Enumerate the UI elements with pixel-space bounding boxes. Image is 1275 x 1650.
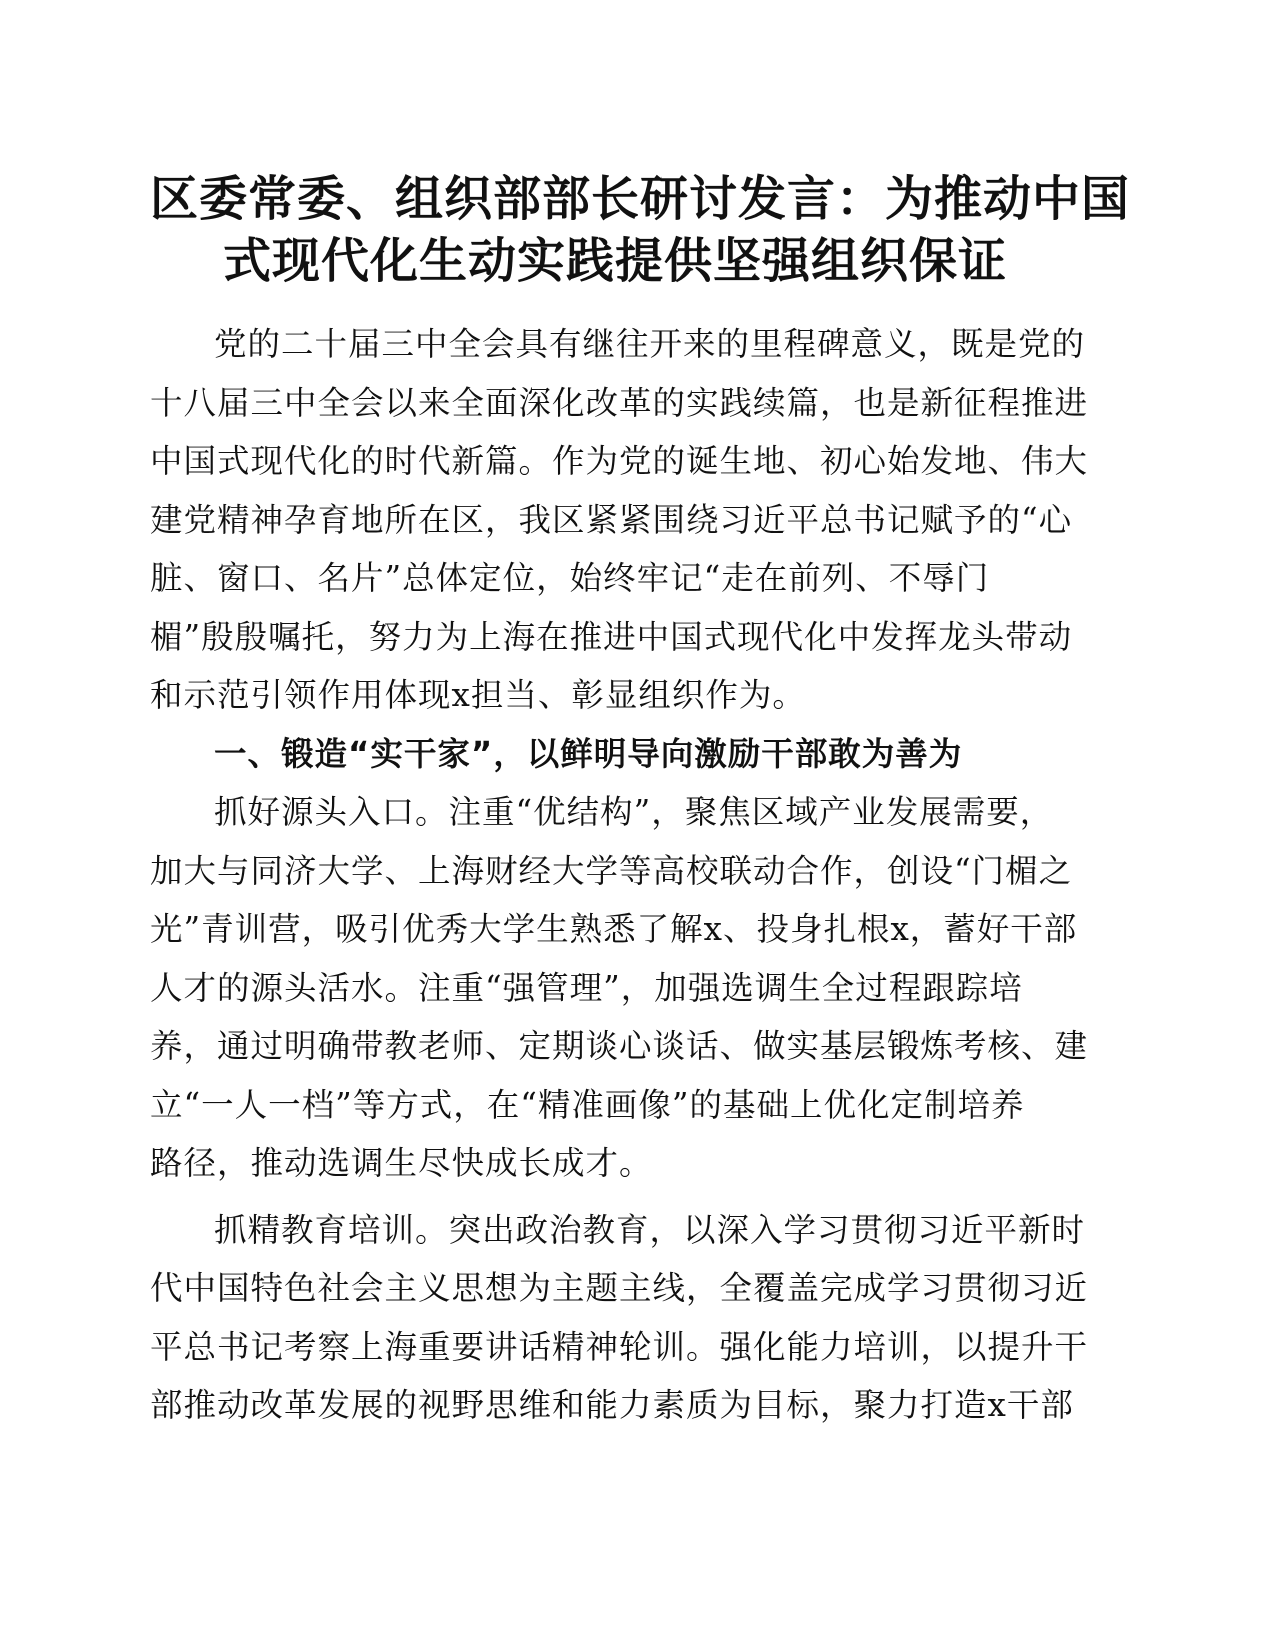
section-heading: 一、锻造“实干家”，以鲜明导向激励干部敢为善为 — [214, 734, 963, 773]
page-title — [150, 168, 1131, 292]
paragraph-line: 平总书记考察上海重要讲话精神轮训。强化能力培训，以提升干 — [150, 1327, 1089, 1366]
paragraph-line: 光”青训营，吸引优秀大学生熟悉了解x、投身扎根x，蓄好干部 — [150, 910, 1078, 948]
paragraph-line: 党的二十届三中全会具有继往开来的里程碑意义，既是党的 — [214, 325, 1086, 363]
paragraph-line: 抓好源头入口。注重“优结构”，聚焦区域产业发展需要， — [214, 793, 1054, 831]
paragraph-line: 加大与同济大学、上海财经大学等高校联动合作，创设“门楣之 — [150, 851, 1073, 890]
paragraph-line: 抓精教育培训。突出政治教育，以深入学习贯彻习近平新时 — [214, 1210, 1086, 1249]
paragraph-line: 楣”殷殷嘱托，努力为上海在推进中国式现代化中发挥龙头带动 — [150, 617, 1073, 656]
paragraph-intro — [150, 315, 1089, 725]
paragraph-line: 部推动改革发展的视野思维和能力素质为目标，聚力打造x干部 — [150, 1386, 1074, 1424]
paragraph-spacer — [150, 1193, 1080, 1201]
paragraph-line: 立“一人一档”等方式，在“精准画像”的基础上优化定制培养 — [150, 1085, 1025, 1124]
paragraph-line: 和示范引领作用体现x担当、彰显组织作为。 — [150, 676, 806, 714]
paragraph-line: 建党精神孕育地所在区，我区紧紧围绕习近平总书记赋予的“心 — [150, 500, 1073, 539]
paragraph-line: 脏、窗口、名片”总体定位，始终牢记“走在前列、不辱门 — [150, 559, 990, 597]
title-line-2: 式现代化生动实践提供坚强组织保证 — [222, 233, 1007, 289]
paragraph-line: 十八届三中全会以来全面深化改革的实践续篇，也是新征程推进 — [150, 383, 1089, 422]
paragraph-line: 路径，推动选调生尽快成长成才。 — [150, 1144, 653, 1182]
document-body — [150, 315, 1089, 1435]
title-line-1: 区委常委、组织部部长研讨发言：为推动中国 — [150, 171, 1131, 227]
paragraph-line: 养，通过明确带教老师、定期谈心谈话、做实基层锻炼考核、建 — [150, 1027, 1089, 1065]
paragraph-line: 人才的源头活水。注重“强管理”，加强选调生全过程跟踪培 — [150, 968, 1023, 1007]
paragraph-source-entry — [150, 783, 1089, 1193]
paragraph-line: 代中国特色社会主义思想为主题主线，全覆盖完成学习贯彻习近 — [150, 1269, 1089, 1307]
paragraph-line: 中国式现代化的时代新篇。作为党的诞生地、初心始发地、伟大 — [150, 442, 1089, 480]
paragraph-training — [150, 1201, 1089, 1435]
